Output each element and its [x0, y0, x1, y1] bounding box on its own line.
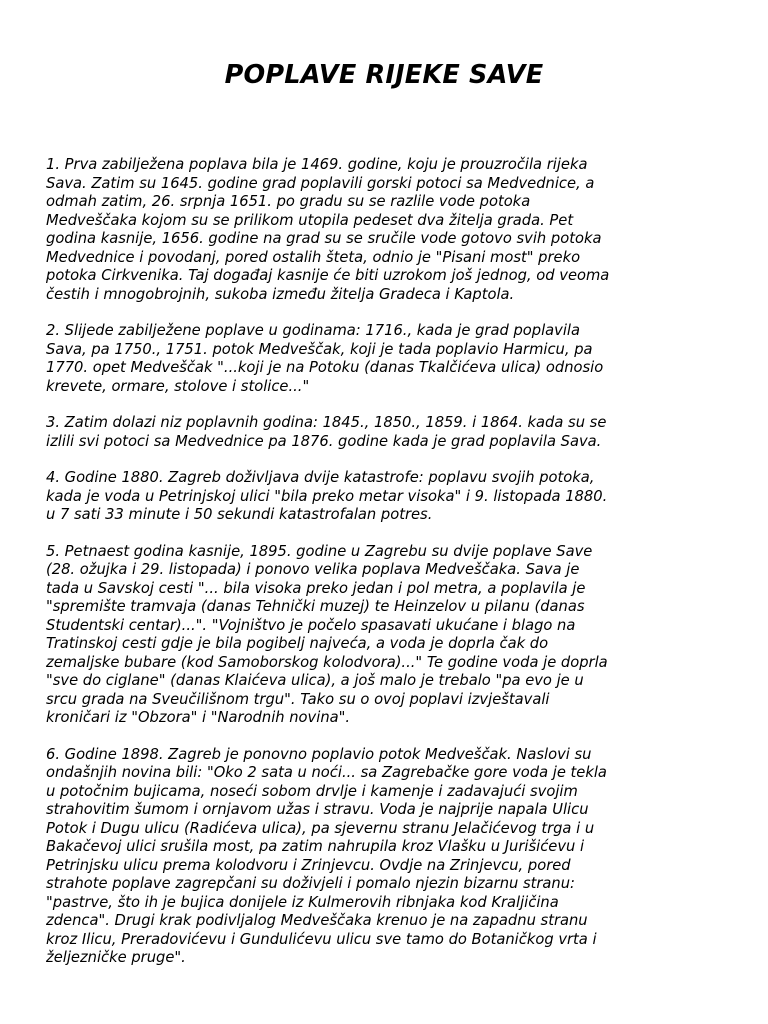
paragraph-1: 1. Prva zabilježena poplava bila je 1469. godine, koju je prouzročila rijeka Sava. Zatim su 1645. godine grad poplavili gorski potoci sa Medvednice, a odmah zatim, 26. srpnja 1651. po gradu su se razlile vode potoka Medveščaka kojom su se prilikom utopila pedeset dva žitelja grada. Pet godina kasnije, 1656. godine na grad su se sručile vode gotovo svih potoka Medvednice i povodanj, pored ostalih šteta, odnio je "Pisani most" preko potoka Cirkvenika. Taj događaj kasnije će biti uzrokom još jednog, od veoma čestih i mnogobrojnih, sukoba između žitelja Gradeca i Kaptola.: [46, 156, 610, 303]
paragraph-6: 6. Godine 1898. Zagreb je ponovno poplavio potok Medveščak. Naslovi su ondašnjih novina bili: "Oko 2 sata u noći... sa Zagrebačke gore voda je tekla u potočnim bujicama, noseći sobom drvlje i kamenje i zadavajući svojim strahovitim šumom i ornjavom užas i stravu. Voda je najprije napala Ulicu Potok i Dugu ulicu (Radićeva ulica), pa sjevernu stranu Jelačićevog trga i u Bakačevoj ulici srušila most, pa zatim nahrupila kroz Vlašku u Jurišićevu i Petrinjsku ulicu prema kolodvoru i Zrinjevcu. Ovdje na Zrinjevcu, pored strahote poplave zagrepčani su doživjeli i pomalo njezin bizarnu stranu: "pastrve, što ih je bujica donijele iz Kulmerovih ribnjaka kod Kraljičina zdenca". Drugi krak podivljalog Medveščaka krenuo je na zapadnu stranu kroz Ilicu, Preradovićevu i Gundulićevu ulicu sve tamo do Botaničkog vrta i željezničke pruge".: [46, 745, 607, 966]
paragraph-3: 3. Zatim dolazi niz poplavnih godina: 1845., 1850., 1859. i 1864. kada su se izlili svi potoci sa Medvednice pa 1876. godine kada je grad poplavila Sava.: [46, 414, 607, 450]
paragraph-4: 4. Godine 1880. Zagreb doživljava dvije katastrofe: poplavu svojih potoka, kada je voda u Petrinjskoj ulici "bila preko metar visoka" i 9. listopada 1880. u 7 sati 33 minute i 50 sekundi katastrofalan potres.: [46, 469, 608, 523]
paragraph-2: 2. Slijede zabilježene poplave u godinama: 1716., kada je grad poplavila Sava, pa 1750., 1751. potok Medveščak, koji je tada poplavio Harmicu, pa 1770. opet Medveščak "...koji je na Potoku (danas Tkalčićeva ulica) odnosio krevete, ormare, stolove i stolice...": [46, 322, 604, 395]
document-title: POPLAVE RIJEKE SAVE: [224, 60, 544, 90]
paragraph-5: 5. Petnaest godina kasnije, 1895. godine u Zagrebu su dvije poplave Save (28. ožujka i 29. listopada) i ponovo velika poplava Medveščaka. Sava je tada u Savskoj cesti "... bila visoka preko jedan i pol metra, a poplavila je "spremište tramvaja (danas Tehnički muzej) te Heinzelov u pilanu (danas Studentski centar)...". "Vojništvo je počelo spasavati ukućane i blago na Tratinskoj cesti gdje je bila pogibelj najveća, a voda je doprla čak do zemaljske bubare (kod Samoborskog kolodvora)..." Te godine voda je doprla "sve do ciglane" (danas Klaićeva ulica), a još malo je trebalo "pa evo je u srcu grada na Sveučilišnom trgu". Tako su o ovoj poplavi izvještavali kroničari iz "Obzora" i "Narodnih novina".: [46, 542, 608, 726]
